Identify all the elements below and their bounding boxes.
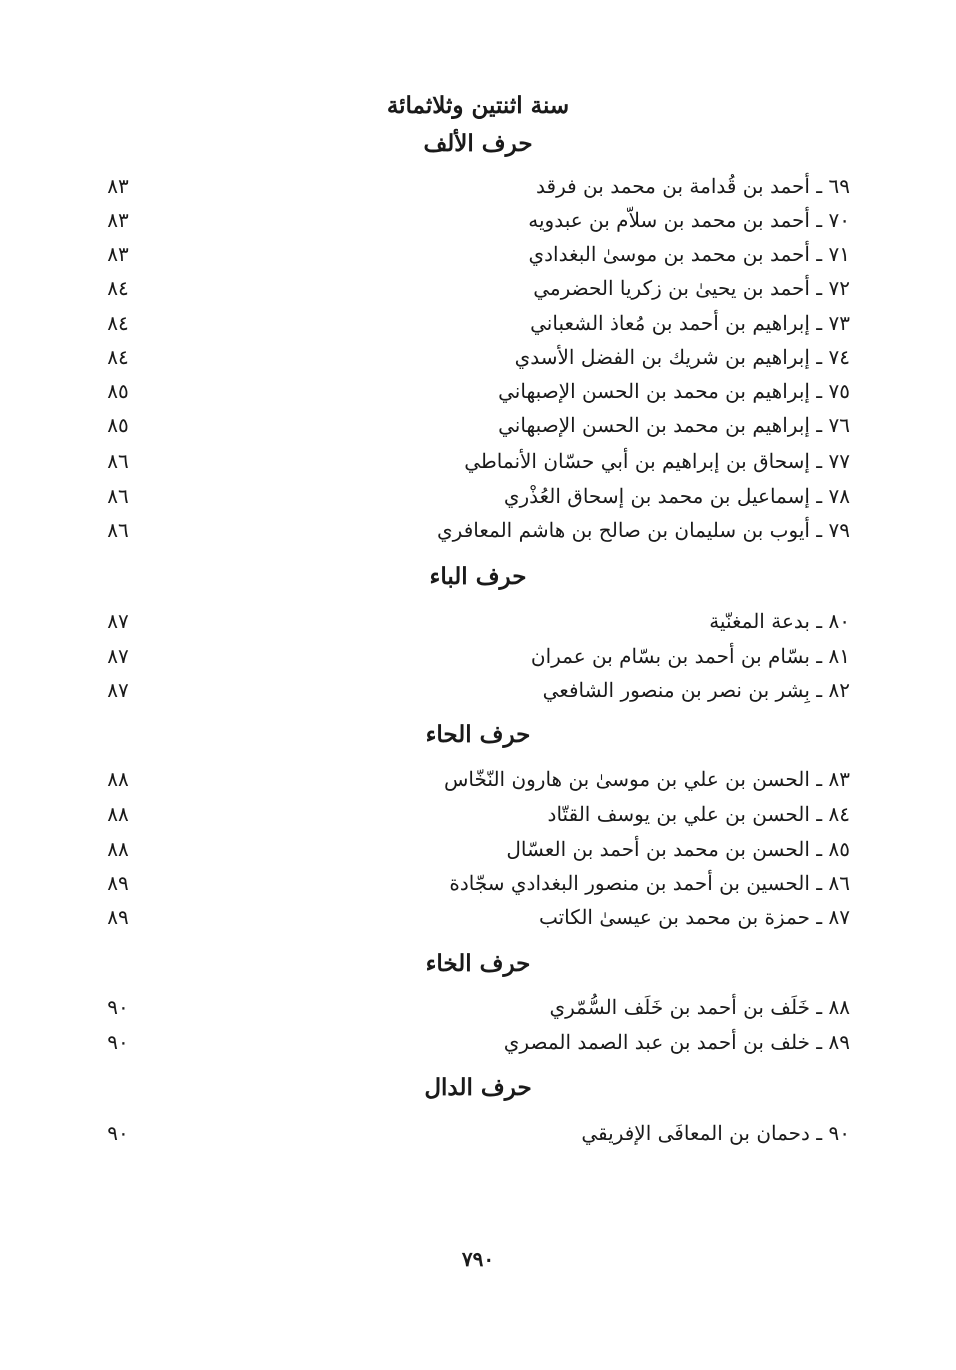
entry-page: ٨٦ [107,518,129,542]
entry-name: ٧٢ ـ أحمد بن يحيىٰ بن زكريا الحضرمي [533,276,850,300]
entry-page: ٨٧ [107,644,129,668]
entry-name: ٧٠ ـ أحمد بن محمد بن سلاّم بن عبدويه [528,208,850,232]
index-entry [100,762,850,796]
entry-name: ٦٩ ـ أحمد بن قُدامة بن محمد بن فرقد [536,174,850,198]
index-entry [100,340,850,374]
index-entry [100,237,850,271]
index-entry [100,832,850,866]
index-entry [100,866,850,900]
entry-page: ٨٦ [107,484,129,508]
entry-name: ٧٥ ـ إبراهيم بن محمد بن الحسن الإصبهاني [498,379,850,403]
entry-page: ٨٩ [107,871,129,895]
section-title-kha: حرف الخاء [425,950,531,977]
entry-page: ٨٩ [107,905,129,929]
index-entry [100,673,850,707]
entry-name: ٧٦ ـ إبراهيم بن محمد بن الحسن الإصبهاني [498,413,850,437]
entry-name: ٨٦ ـ الحسين بن أحمد بن منصور البغدادي سجّادة [449,871,850,895]
entry-name: ٨٧ ـ حمزة بن محمد بن عيسىٰ الكاتب [538,905,850,929]
entry-name: ٨٢ ـ بِشر بن نصر بن منصور الشافعي [542,678,850,702]
entry-page: ٨٣ [107,208,129,232]
index-entry [100,408,850,442]
index-entry [100,271,850,305]
index-entry [100,479,850,513]
entry-name: ٧١ ـ أحمد بن محمد بن موسىٰ البغدادي [528,242,850,266]
index-entry [100,1025,850,1059]
index-entry [100,604,850,638]
entry-page: ٨٨ [107,837,129,861]
entry-page: ٨٥ [107,379,129,403]
entry-name: ٨٠ ـ بدعة المغنّية [709,609,850,633]
entry-name: ٩٠ ـ دحمان بن المعافَى الإفريقي [581,1121,850,1145]
page-heading: سنة اثنتين وثلاثمائة [386,92,570,119]
index-entry [100,306,850,340]
entry-page: ٩٠ [107,1030,129,1054]
entry-page: ٨٤ [107,276,129,300]
section-title-alif: حرف الألف [423,130,533,157]
entry-page: ٨٧ [107,609,129,633]
entry-name: ٧٨ ـ إسماعيل بن محمد بن إسحاق العُذْري [503,484,850,508]
section-title-ba: حرف الباء [429,563,527,590]
entry-name: ٧٩ ـ أيوب بن سليمان بن صالح بن هاشم المعافري [437,518,850,542]
index-entry [100,513,850,547]
section-title-dal: حرف الدال [424,1074,532,1101]
entry-name: ٨٩ ـ خلف بن أحمد بن عبد الصمد المصري [503,1030,850,1054]
page-number: ٧٩٠ [461,1247,495,1271]
section-title-ha: حرف الحاء [425,721,531,748]
entry-name: ٨٣ ـ الحسن بن علي بن موسىٰ بن هارون النّخّاس [443,767,850,791]
entry-name: ٨١ ـ بسّام بن أحمد بن بسّام بن عمران [530,644,850,668]
entry-page: ٨٥ [107,413,129,437]
index-entry [100,639,850,673]
index-entry [100,444,850,478]
index-entry [100,1116,850,1150]
entry-page: ٨٣ [107,174,129,198]
entry-page: ٩٠ [107,995,129,1019]
index-entry [100,169,850,203]
entry-page: ٨٦ [107,449,129,473]
entry-name: ٨٤ ـ الحسن بن علي بن يوسف القتّاد [547,802,850,826]
index-entry [100,900,850,934]
entry-name: ٨٥ ـ الحسن بن محمد بن أحمد بن العسّال [506,837,850,861]
entry-page: ٨٤ [107,345,129,369]
index-entry [100,203,850,237]
entry-name: ٧٣ ـ إبراهيم بن أحمد بن مُعاذ الشعباني [530,311,850,335]
entry-name: ٧٧ ـ إسحاق بن إبراهيم بن أبي حسّان الأنماطي [464,449,850,473]
entry-name: ٧٤ ـ إبراهيم بن شريك بن الفضل الأسدي [514,345,850,369]
entry-name: ٨٨ ـ خَلَف بن أحمد بن خَلَف السُّمّري [549,995,850,1019]
entry-page: ٨٤ [107,311,129,335]
entry-page: ٨٨ [107,767,129,791]
entry-page: ٩٠ [107,1121,129,1145]
entry-page: ٨٣ [107,242,129,266]
entry-page: ٨٧ [107,678,129,702]
index-entry [100,797,850,831]
index-entry [100,374,850,408]
index-entry [100,990,850,1024]
entry-page: ٨٨ [107,802,129,826]
